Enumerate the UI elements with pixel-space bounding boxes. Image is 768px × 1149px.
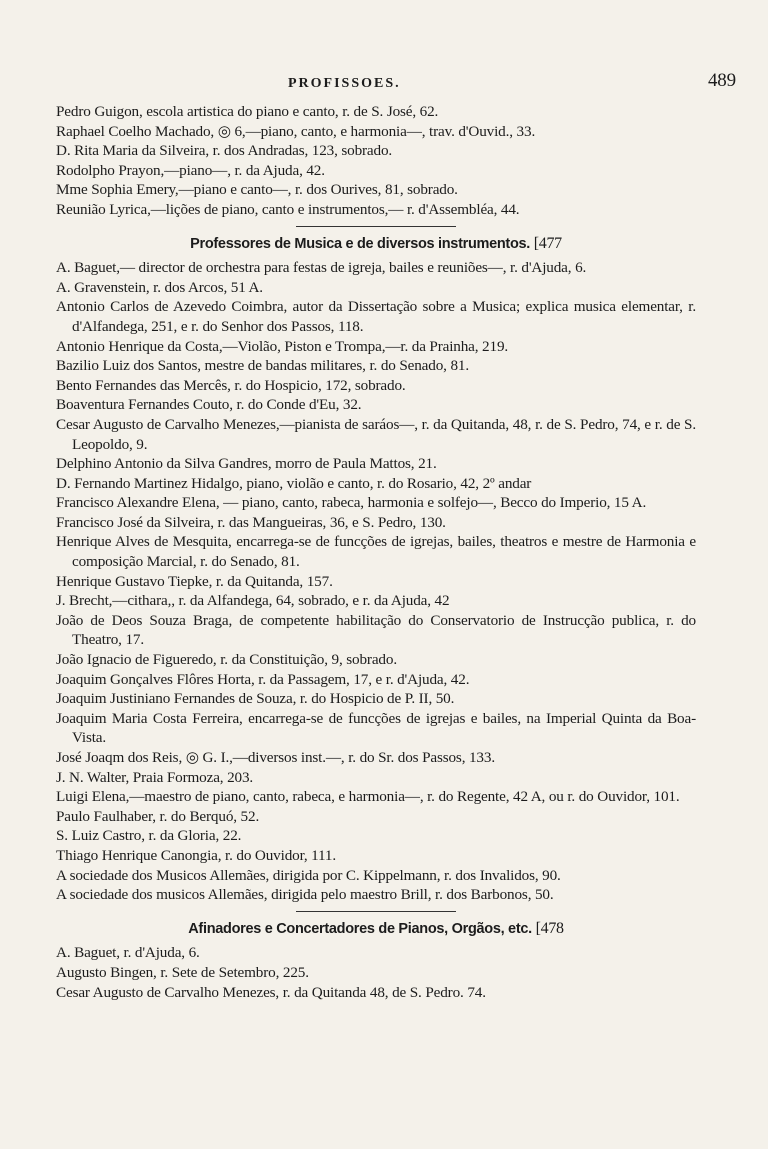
list-item: A. Baguet,— director de orchestra para festas de igreja, bailes e reuniões—, r. d'Ajuda, 6. <box>56 259 587 277</box>
section-title: Afinadores e Concertadores de Pianos, Orgãos, etc. <box>188 920 532 937</box>
list-item: A. Gravenstein, r. dos Arcos, 51 A. <box>56 278 263 296</box>
list-item: A sociedade dos musicos Allemães, dirigida pelo maestro Brill, r. dos Barbonos, 50. <box>56 886 554 904</box>
entries-music <box>56 258 696 905</box>
list-item: J. N. Walter, Praia Formoza, 203. <box>56 768 254 786</box>
list-item: Mme Sophia Emery,—piano e canto—, r. dos Ourives, 81, sobrado. <box>56 181 458 199</box>
list-item: Cesar Augusto de Carvalho Menezes,—pianista de saráos—, r. da Quitanda, 48, r. de S. Pedro, 74, e r. de S. Leopoldo, 9. <box>56 415 696 453</box>
list-item: João Ignacio de Figueredo, r. da Constituição, 9, sobrado. <box>56 651 397 669</box>
list-item: Bazilio Luiz dos Santos, mestre de bandas militares, r. do Senado, 81. <box>56 357 469 375</box>
list-item: Delphino Antonio da Silva Gandres, morro de Paula Mattos, 21. <box>56 455 437 473</box>
list-item: Thiago Henrique Canongia, r. do Ouvidor, 111. <box>56 846 337 864</box>
page-header <box>56 70 736 102</box>
list-item: Henrique Alves de Mesquita, encarrega-se de funcções de igrejas, bailes, theatros e mestre de Harmonia e composição Marcial, r. do Senado, 81. <box>56 533 696 571</box>
running-title: PROFISSOES. <box>288 76 401 91</box>
list-item: Augusto Bingen, r. Sete de Setembro, 225. <box>56 963 309 981</box>
section-heading-music <box>56 234 696 255</box>
entries-tuners <box>56 943 696 1002</box>
list-item: Luigi Elena,—maestro de piano, canto, rabeca, e harmonia—, r. do Regente, 42 A, ou r. do Ouvidor, 101. <box>56 788 680 806</box>
section-ref: [477 <box>533 234 562 252</box>
list-item: S. Luiz Castro, r. da Gloria, 22. <box>56 827 242 845</box>
entries-top <box>56 102 696 220</box>
list-item: A sociedade dos Musicos Allemães, dirigida por C. Kippelmann, r. dos Invalidos, 90. <box>56 866 561 884</box>
section-heading-tuners <box>56 919 696 940</box>
list-item: Cesar Augusto de Carvalho Menezes, r. da Quitanda 48, de S. Pedro. 74. <box>56 983 486 1001</box>
list-item: Joaquim Gonçalves Flôres Horta, r. da Passagem, 17, e r. d'Ajuda, 42. <box>56 670 470 688</box>
list-item: Paulo Faulhaber, r. do Berquó, 52. <box>56 807 260 825</box>
list-item: José Joaqm dos Reis, ◎ G. I.,—diversos inst.—, r. do Sr. dos Passos, 133. <box>56 749 495 766</box>
list-item: Bento Fernandes das Mercês, r. do Hospicio, 172, sobrado. <box>56 376 406 394</box>
list-item: João de Deos Souza Braga, de competente habilitação do Conservatorio de Instrucção publica, r. do Theatro, 17. <box>56 611 696 649</box>
list-item: D. Rita Maria da Silveira, r. dos Andradas, 123, sobrado. <box>56 142 393 160</box>
section-divider <box>296 226 456 227</box>
list-item: Pedro Guigon, escola artistica do piano e canto, r. de S. José, 62. <box>56 103 439 120</box>
section-divider <box>296 911 456 912</box>
section-title: Professores de Musica e de diversos instrumentos. <box>190 235 530 252</box>
list-item: A. Baguet, r. d'Ajuda, 6. <box>56 944 200 962</box>
list-item: Francisco José da Silveira, r. das Mangueiras, 36, e S. Pedro, 130. <box>56 513 446 531</box>
list-item: Boaventura Fernandes Couto, r. do Conde d'Eu, 32. <box>56 396 362 414</box>
directory-page <box>56 70 736 1002</box>
list-item: Joaquim Justiniano Fernandes de Souza, r. do Hospicio de P. II, 50. <box>56 690 455 708</box>
list-item: Joaquim Maria Costa Ferreira, encarrega-se de funcções de igrejas e bailes, na Imperial Quinta da Boa-Vista. <box>56 709 696 747</box>
list-item: Francisco Alexandre Elena, — piano, canto, rabeca, harmonia e solfejo—, Becco do Imperio, 15 A. <box>56 494 647 512</box>
list-item: Rodolpho Prayon,—piano—, r. da Ajuda, 42. <box>56 161 325 179</box>
list-item: Henrique Gustavo Tiepke, r. da Quitanda, 157. <box>56 572 333 590</box>
list-item: Raphael Coelho Machado, ◎ 6,—piano, canto, e harmonia—, trav. d'Ouvid., 33. <box>56 122 536 140</box>
list-item: Antonio Henrique da Costa,—Violão, Piston e Trompa,—r. da Prainha, 219. <box>56 337 509 355</box>
list-item: D. Fernando Martinez Hidalgo, piano, violão e canto, r. do Rosario, 42, 2º andar <box>56 474 532 492</box>
list-item: J. Brecht,—cithara,, r. da Alfandega, 64, sobrado, e r. da Ajuda, 42 <box>56 592 450 610</box>
page-number: 489 <box>707 70 736 91</box>
list-item: Antonio Carlos de Azevedo Coimbra, autor da Dissertação sobre a Musica; explica musica elementar, r. d'Alfandega, 251, e r. do Senhor dos Passos, 118. <box>56 298 696 335</box>
section-ref: [478 <box>535 919 564 937</box>
list-item: Reunião Lyrica,—lições de piano, canto e instrumentos,— r. d'Assembléa, 44. <box>56 200 520 218</box>
